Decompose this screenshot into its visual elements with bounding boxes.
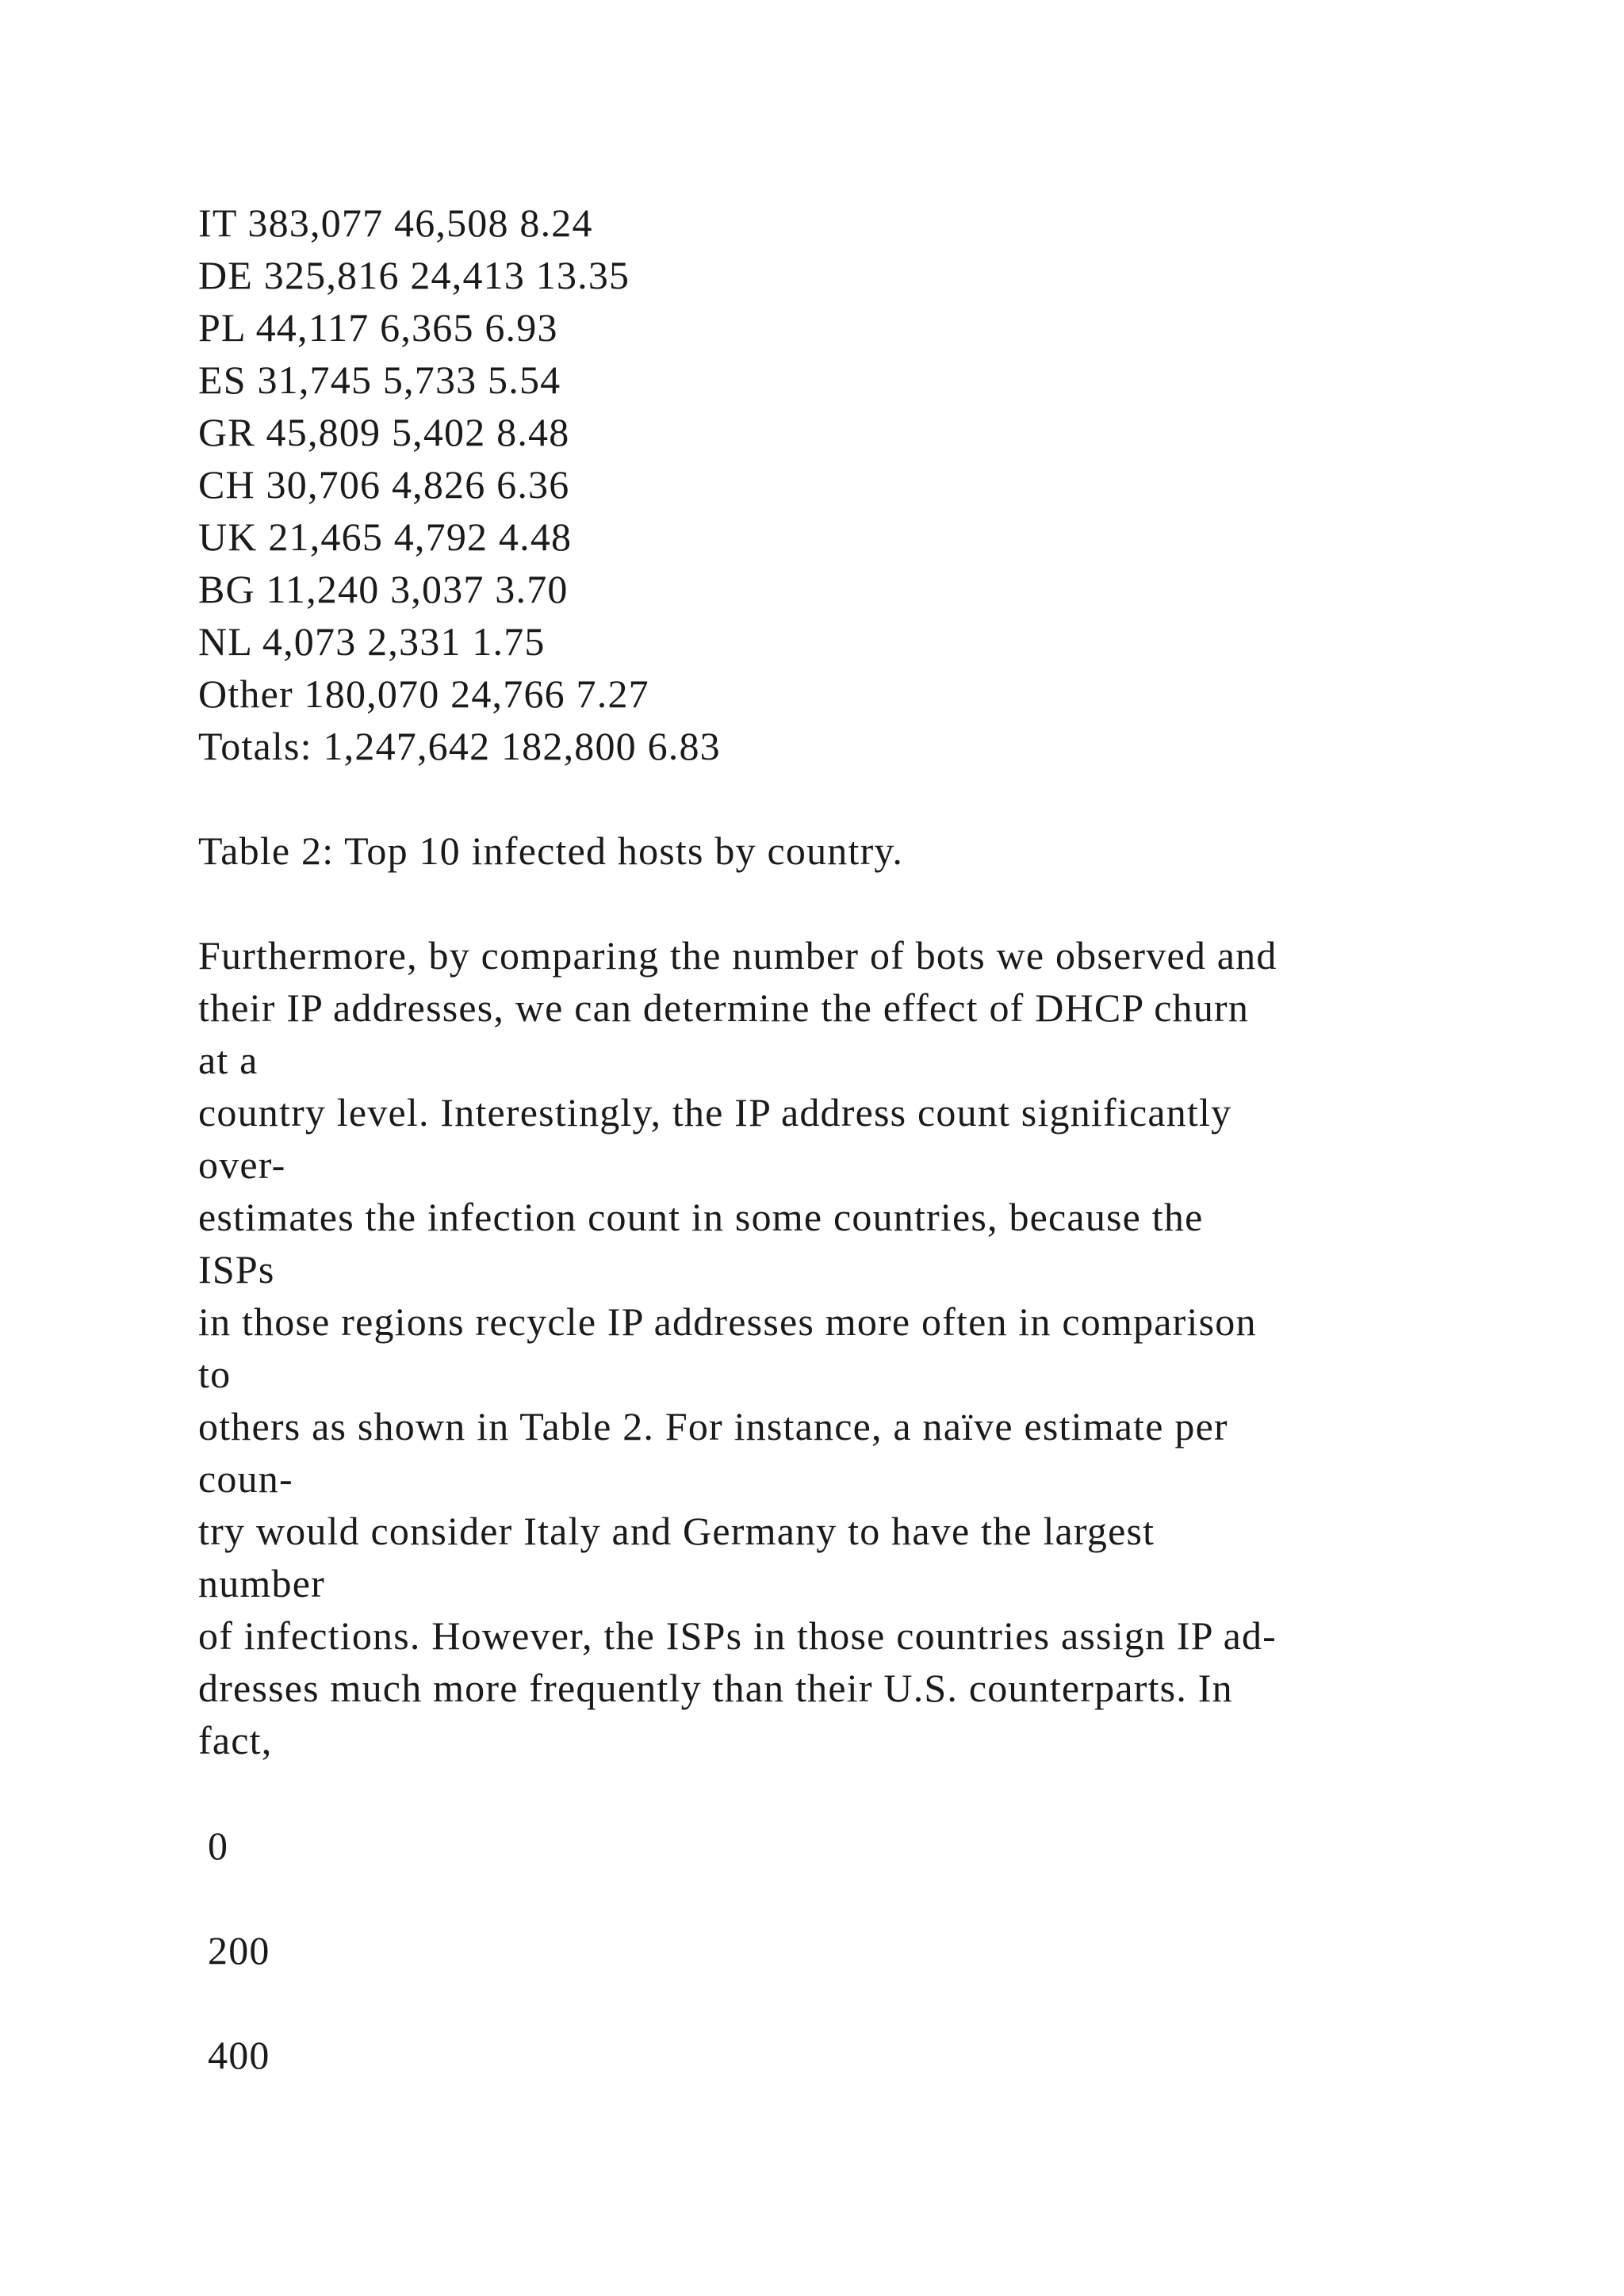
table-row: CH 30,706 4,826 6.36 — [198, 462, 570, 507]
paragraph-line: to — [198, 1352, 232, 1396]
table-totals-row: Totals: 1,247,642 182,800 6.83 — [198, 724, 721, 768]
table-row: GR 45,809 5,402 8.48 — [198, 410, 570, 454]
table-caption: Table 2: Top 10 infected hosts by country. — [198, 828, 904, 873]
table-row: ES 31,745 5,733 5.54 — [198, 358, 561, 402]
table-row: NL 4,073 2,331 1.75 — [198, 619, 546, 664]
paragraph-line: dresses much more frequently than their U.S. counterparts. In — [198, 1666, 1233, 1710]
paragraph-line: number — [198, 1561, 325, 1605]
paragraph-line: in those regions recycle IP addresses more often in comparison — [198, 1299, 1257, 1344]
axis-tick-label: 400 — [208, 2033, 270, 2077]
table-row: BG 11,240 3,037 3.70 — [198, 567, 569, 611]
paragraph-line: fact, — [198, 1718, 273, 1762]
paragraph-line: country level. Interestingly, the IP address count significantly — [198, 1090, 1232, 1135]
paragraph-line: Furthermore, by comparing the number of bots we observed and — [198, 933, 1277, 978]
axis-tick-label: 200 — [208, 1928, 270, 1973]
table-row: Other 180,070 24,766 7.27 — [198, 672, 649, 716]
paragraph-line: ISPs — [198, 1247, 275, 1292]
paragraph-line: coun- — [198, 1456, 293, 1501]
paragraph-line: try would consider Italy and Germany to have the largest — [198, 1509, 1155, 1553]
paragraph-line: over- — [198, 1142, 286, 1187]
table-row: UK 21,465 4,792 4.48 — [198, 515, 573, 559]
paragraph-line: estimates the infection count in some countries, because the — [198, 1195, 1204, 1239]
axis-tick-label: 0 — [208, 1823, 229, 1868]
paragraph-line: their IP addresses, we can determine the effect of DHCP churn — [198, 985, 1250, 1030]
paragraph-line: others as shown in Table 2. For instance, a naïve estimate per — [198, 1404, 1228, 1448]
paragraph-line: at a — [198, 1038, 259, 1082]
table-row: DE 325,816 24,413 13.35 — [198, 253, 630, 297]
table-row: PL 44,117 6,365 6.93 — [198, 305, 558, 350]
table-row: IT 383,077 46,508 8.24 — [198, 201, 593, 245]
paragraph-line: of infections. However, the ISPs in those countries assign IP ad- — [198, 1613, 1277, 1658]
